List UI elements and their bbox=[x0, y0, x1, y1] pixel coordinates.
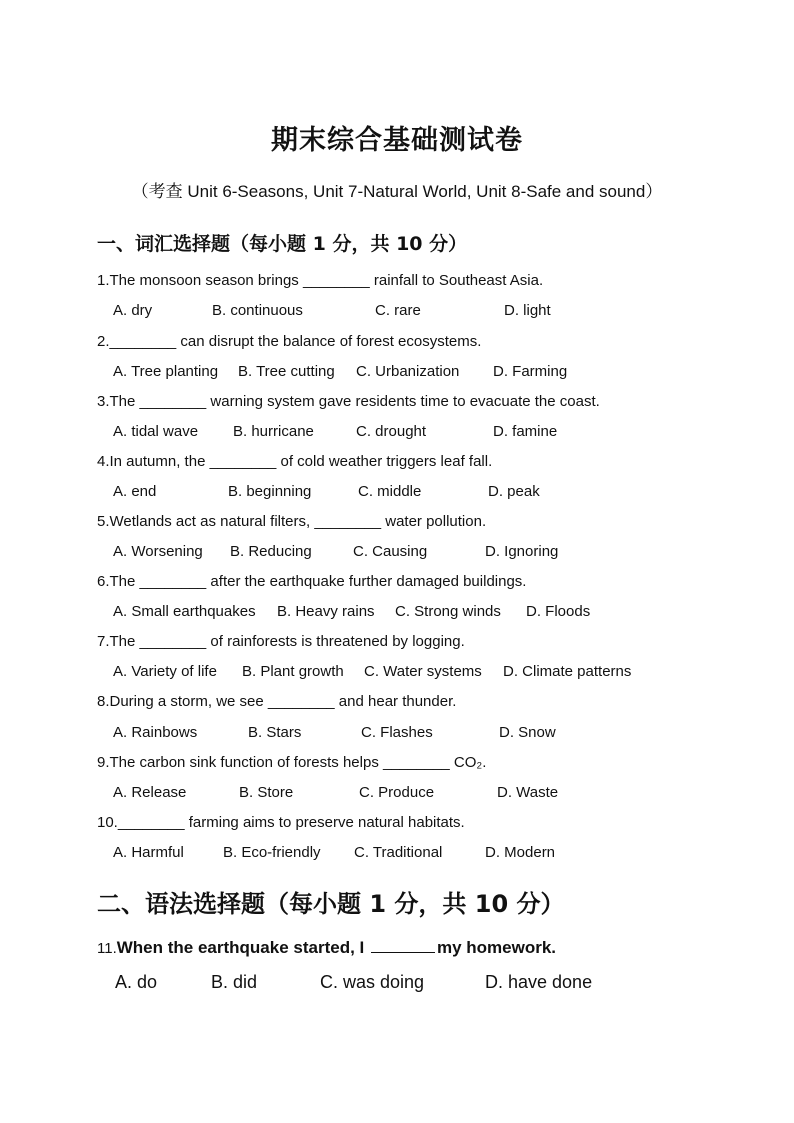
option-c: C. Causing bbox=[353, 543, 428, 560]
question-2-options bbox=[113, 363, 713, 383]
option-b: B. continuous bbox=[212, 302, 303, 319]
option-b: B. Heavy rains bbox=[277, 603, 375, 620]
option-c: C. Traditional bbox=[354, 844, 443, 861]
option-b: B. Stars bbox=[248, 724, 302, 741]
option-c: C. drought bbox=[356, 423, 427, 440]
question-8: 8.During a storm, we see ________ and hear thunder. bbox=[97, 693, 457, 710]
section-heading-grammar: 二、语法选择题（每小题 1 分，共 10 分） bbox=[97, 890, 565, 918]
question-11-options bbox=[115, 972, 715, 996]
question-4-options bbox=[113, 483, 713, 503]
option-d: D. Floods bbox=[526, 603, 591, 620]
option-c: C. Flashes bbox=[361, 724, 433, 741]
option-d: D. Farming bbox=[493, 363, 568, 380]
question-6-options bbox=[113, 603, 713, 623]
option-d: D. have done bbox=[485, 972, 593, 992]
option-a: A. Rainbows bbox=[113, 724, 198, 741]
option-c: C. rare bbox=[375, 302, 421, 319]
option-c: C. Produce bbox=[359, 784, 435, 801]
option-a: A. tidal wave bbox=[113, 423, 199, 440]
option-a: A. Worsening bbox=[113, 543, 203, 560]
question-11-text-before: When the earthquake started, I bbox=[116, 938, 365, 957]
question-11-text-after: my homework. bbox=[436, 938, 557, 957]
question-3-options bbox=[113, 423, 713, 443]
option-d: D. Waste bbox=[497, 784, 559, 801]
question-7-options bbox=[113, 663, 713, 683]
option-a: A. do bbox=[115, 972, 158, 992]
question-9: 9.The carbon sink function of forests helps ________ CO₂. bbox=[97, 754, 487, 771]
question-2: 2.________ can disrupt the balance of forest ecosystems. bbox=[97, 333, 482, 350]
option-b: B. Store bbox=[239, 784, 294, 801]
answer-blank bbox=[371, 938, 435, 953]
option-c: C. was doing bbox=[320, 972, 425, 992]
option-a: A. Tree planting bbox=[113, 363, 219, 380]
option-d: D. light bbox=[504, 302, 551, 319]
option-d: D. peak bbox=[488, 483, 540, 500]
question-6: 6.The ________ after the earthquake further damaged buildings. bbox=[97, 573, 527, 590]
page-subtitle: （考查 Unit 6-Seasons, Unit 7-Natural World, Unit 8-Safe and sound） bbox=[131, 182, 663, 201]
section-heading-vocabulary: 一、词汇选择题（每小题 1 分，共 10 分） bbox=[97, 233, 468, 255]
option-a: A. Small earthquakes bbox=[113, 603, 256, 620]
option-b: B. Reducing bbox=[230, 543, 312, 560]
question-8-options bbox=[113, 724, 713, 744]
option-b: B. beginning bbox=[228, 483, 312, 500]
question-3: 3.The ________ warning system gave residents time to evacuate the coast. bbox=[97, 393, 600, 410]
option-c: C. Strong winds bbox=[395, 603, 501, 620]
question-7: 7.The ________ of rainforests is threatened by logging. bbox=[97, 633, 465, 650]
option-b: B. did bbox=[211, 972, 258, 992]
option-d: D. Modern bbox=[485, 844, 556, 861]
question-5: 5.Wetlands act as natural filters, ________ water pollution. bbox=[97, 513, 487, 530]
question-9-options bbox=[113, 784, 713, 804]
option-d: D. Climate patterns bbox=[503, 663, 632, 680]
question-10-options bbox=[113, 844, 713, 864]
page-title: 期末综合基础测试卷 bbox=[271, 125, 523, 156]
option-a: A. dry bbox=[113, 302, 153, 319]
option-a: A. Harmful bbox=[113, 844, 184, 861]
question-1: 1.The monsoon season brings ________ rainfall to Southeast Asia. bbox=[97, 272, 544, 289]
question-11 bbox=[97, 938, 556, 958]
option-b: B. Eco-friendly bbox=[223, 844, 321, 861]
question-11-number: 11. bbox=[97, 940, 117, 957]
option-a: A. end bbox=[113, 483, 157, 500]
option-c: C. middle bbox=[358, 483, 422, 500]
option-b: B. hurricane bbox=[233, 423, 314, 440]
option-d: D. Snow bbox=[499, 724, 556, 741]
question-5-options bbox=[113, 543, 713, 563]
option-a: A. Release bbox=[113, 784, 187, 801]
option-d: D. famine bbox=[493, 423, 558, 440]
option-c: C. Urbanization bbox=[356, 363, 460, 380]
option-a: A. Variety of life bbox=[113, 663, 217, 680]
option-b: B. Plant growth bbox=[242, 663, 344, 680]
question-1-options bbox=[113, 302, 713, 322]
option-b: B. Tree cutting bbox=[238, 363, 335, 380]
option-d: D. Ignoring bbox=[485, 543, 559, 560]
option-c: C. Water systems bbox=[364, 663, 482, 680]
question-4: 4.In autumn, the ________ of cold weather triggers leaf fall. bbox=[97, 453, 493, 470]
question-10: 10.________ farming aims to preserve natural habitats. bbox=[97, 814, 465, 831]
